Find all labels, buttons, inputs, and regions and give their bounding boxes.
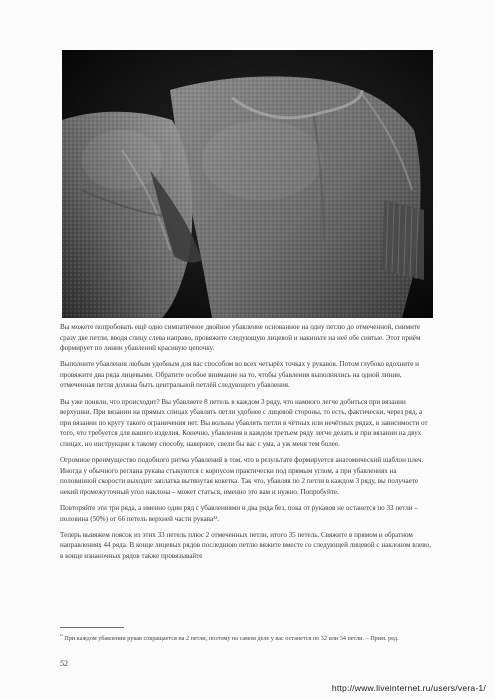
paragraph: Огромное преимущество подобного ритма убавлений в том, что в результате формируется анатомический шаблон плеч. Иногда у обычного реглана рукава стыкуются с корпусом практически под прямым углом, а при убавлениях на половинной скорости выходит заплатка вытянутая кокетка. Так что, убавляя по 2 петли в каждом 3 ряду, вы получаете некий промежуточный угол наклона – может статься, именно это вам и нужно. Попробуйте. [60,456,424,496]
page-number: 52 [60,659,68,668]
footnote-text: При каждом убавлении рукав сокращается на 2 петли, поэтому на самом деле у вас останется по 32 или 34 петли. – Прим. ред. [64,635,399,643]
footnote-marker: ¹² [60,633,63,638]
sweater-illustration [62,50,433,318]
paragraph: Повторяйте эти три ряда, а именно один ряд с убавлениями и два ряда без, пока от рукавов не останется по 33 петли – половина (50%) от 66 петель верхней части рукава¹². [60,503,418,523]
footnote [60,631,432,643]
paragraph: Теперь вывяжем поясок из этих 33 петель плюс 2 отмеченных петли, итого 35 петель. Свяжите в прямом и обратном направлениях 44 ряда. В конце лицевых рядов последнюю петлю вяжите вместе со следующей лицевой с наклоном влево, в конце изнаночных рядов также провязывайте [60,530,431,560]
watermark-url: http://www.liveinternet.ru/users/vera-1/ [331,683,486,693]
paragraph: Выполните убавления любым удобным для вас способом во всех четырёх точках у рукавов. Потом глубоко вдохните и провяжите два ряда лицевыми. Обратите особое внимание на то, чтобы убавления выполнялись на одной линии, отмеченная петля должна быть центральной петлёй следующего убавления. [60,360,419,390]
footnote-divider [60,627,124,628]
body-text [60,322,432,567]
sweater-photo [62,50,433,318]
paragraph: Вы уже поняли, что происходит? Вы убавляете 8 петель в каждом 3 ряду, что намного легче добиться при вязании верхушки. При вязании на прямых спицах убавлять петли удобнее с лицевой стороны, то есть, фактически, через ряд, а при вязании по кругу такого ограничения нет. Вы вольны убавлять петли в чётных или нечётных рядах, в зависимости от того, что требуется для вашего изделия. Конечно, убавления в каждом третьем ряду легче делать и при вязании на двух спицах, но инструкции к такому способу, наверное, свели бы вас с ума, а уж меня тем более. [60,397,428,448]
paragraph: Вы можете попробовать ещё одно симпатичное двойное убавление основанное на одну петлю до отмеченной, снимите сразу две петли, вводя спицу слева направо, провяжите следующую лицевой и накиньте на неё обе снятые. Этот приём формирует по линии убавлений красивую цепочку. [60,323,421,353]
